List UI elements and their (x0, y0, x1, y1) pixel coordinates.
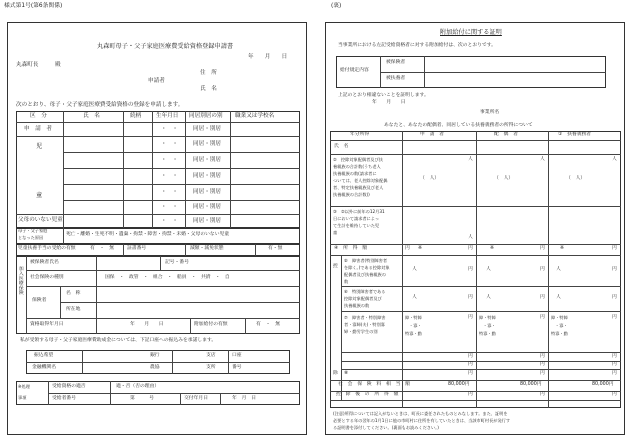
extra-label: 附加給付の有無 (194, 322, 228, 327)
header-occupation: 職業又は学校名 (235, 113, 275, 119)
row5-line4: 数 (344, 279, 349, 284)
col-supporter: ① 扶養義務者 (558, 132, 592, 137)
row4-asterisk-3: ※ (560, 246, 565, 251)
row4-yen-3: 円 (540, 246, 545, 251)
col-year-income: 年分所得 (350, 132, 370, 137)
row7-spouse-line3: 特寡・勤 (479, 331, 496, 336)
row7-supporter-line3: 特寡・勤 (551, 331, 568, 336)
row8-yen-3: 円 (612, 362, 617, 367)
row2-line4: ついては、老人控除対象配偶 (333, 178, 388, 183)
row6-line2: 控除対象配偶者及び (344, 296, 382, 301)
payer-address-label: 所在地 (66, 307, 81, 312)
row3-line1: ③ ②以外に前年の12月31 (333, 209, 385, 214)
header-name: 氏 名 (83, 113, 100, 119)
cohab-option: 同居・別居 (193, 141, 221, 147)
reason-options: 死亡・離婚・生死不明・遺棄・拘禁・障害・拘禁・未婚・父母のいない児童 (66, 232, 230, 237)
reason-label-1: 母子・父子家庭 (18, 228, 48, 233)
col-applicant: 申 請 者 (420, 132, 444, 137)
cohab-option: 同居・別居 (193, 126, 221, 132)
row4-yen-4: 円 (612, 246, 617, 251)
row7-extra-yen-1: 円 (468, 354, 473, 359)
row5-line2: を除く。)である控除対象 (344, 265, 390, 270)
office-name-label: 事業所名 (480, 110, 500, 115)
after-deduction-yen-3: 円 (612, 392, 617, 397)
reduce-label: 減額・減免状態 (190, 246, 224, 251)
deduction-vertical-2: 除 (333, 371, 338, 376)
office-label-1: ※処理 (18, 384, 30, 389)
form-number: 様式第1号(第6条関係) (4, 3, 63, 9)
row7-applicant-line2: ・寡・ (409, 323, 422, 328)
name-label: 氏 名 (200, 86, 217, 92)
row4-income: ④ 所 得 額 (334, 246, 368, 251)
reason-label-2: となった原因 (18, 235, 44, 240)
row6-line3: 扶養親族の数 (344, 303, 370, 308)
row2-supporter-count: 人 (612, 157, 617, 162)
row5-spouse-count: 人 (486, 267, 491, 272)
row7-applicant-line3: 特寡・勤 (405, 331, 422, 336)
symbol-label: 記号・番号 (165, 260, 189, 265)
row5-spouse-yen: 円 (540, 267, 545, 272)
social-insurance-applicant: 80,000円 (448, 382, 470, 387)
deduction-vertical-1: 控 (333, 264, 338, 269)
allowance-label: 児童扶養手当の受給の有無 (18, 246, 76, 251)
bank-row1: 振込希望 (34, 353, 54, 358)
row8b-yen-2: 円 (540, 371, 545, 376)
benefit-rule-label: 給付規定内容 (340, 68, 369, 73)
payer-name-label: 名 称 (66, 291, 81, 296)
cohab-option: 同居・別居 (193, 157, 221, 163)
row5-line1: ⑤ 障害者(特別障害者 (344, 258, 388, 263)
cohab-option: 同居・別居 (193, 204, 221, 210)
office-label-2: 事項 (18, 395, 27, 400)
social-insurance-label: 社 会 保 険 料 相 当 額 (338, 382, 410, 387)
after-deduction-yen-1: 円 (468, 392, 473, 397)
row-child-2: 童 (36, 192, 43, 199)
form-title: 丸森町母子・父子家庭医療費受給資格登録申請書 (97, 43, 234, 50)
row5-supporter-count: 人 (556, 267, 561, 272)
row-child-1: 児 (36, 143, 43, 150)
consent-text: 私が受領する母子・父子家庭医療費助成金については、下記口座への振込みを承諾します。 (20, 338, 217, 343)
family-table (16, 111, 300, 228)
row2-spouse-count: 人 (540, 157, 545, 162)
insured-label: 被保険者氏名 (30, 260, 59, 265)
row7-applicant-yen: 円 (468, 315, 473, 320)
row4-applicant-yen: 円 (405, 246, 410, 251)
header-cohabitation: 同居別居の別 (189, 113, 223, 119)
eligibility-value: 適・否（否の理由） (116, 384, 160, 389)
row2-supporter-elder: （ 人） (566, 176, 586, 181)
row6-line1: ⑥ 特別障害者である (344, 289, 386, 294)
row4-asterisk-1: ※ (418, 246, 423, 251)
nokyo-label: 農協 (150, 365, 160, 370)
row6-supporter-count: 人 (556, 295, 561, 300)
row3-line3: て生計を維持していた児 (333, 223, 380, 228)
row8b-yen-3: 円 (612, 371, 617, 376)
row4-yen-2: 円 (468, 246, 473, 251)
after-deduction-yen-2: 円 (540, 392, 545, 397)
row2-line5: 者、特定扶養親族及び老人 (333, 185, 384, 190)
row-applicant: 申 請 者 (24, 126, 52, 132)
row5-applicant-count: 人 (412, 267, 417, 272)
row7-line3: 婦・勤労学生の別 (344, 329, 378, 334)
allowance-yes-no: 有 ・ 無 (90, 246, 114, 251)
application-date: 年 月 日 (248, 54, 288, 60)
row5-applicant-yen: 円 (468, 267, 473, 272)
back-tag: (裏) (331, 3, 342, 9)
row-guardian: 父母のいない児童 (18, 217, 63, 223)
row-name: 氏 名 (334, 144, 349, 149)
cert-no-label: 証書番号 (127, 246, 147, 251)
row3-line4: 童 (333, 230, 338, 235)
row3-line2: 日において請求者によっ (333, 216, 380, 221)
dob-dots: ・ ・ (161, 189, 178, 195)
header-birthdate: 生年月日 (156, 113, 179, 119)
address-label: 住 所 (200, 70, 217, 76)
extra-yes-no: 有 ・ 無 (256, 322, 280, 327)
row2-applicant-count: 人 (468, 157, 473, 162)
qual-date-label: 資格取得年月日 (30, 322, 64, 327)
row8-yen-2: 円 (540, 362, 545, 367)
row8-yen-1: 円 (468, 362, 473, 367)
recipient-no-label: 受給者番号 (52, 396, 76, 401)
insurance-vertical-label: 加入医療保険 (17, 266, 23, 295)
row8b-yen-1: 円 (468, 371, 473, 376)
dob-dots: ・ ・ (161, 218, 178, 224)
row6-applicant-yen: 円 (468, 295, 473, 300)
row2-line2: 養親族の合計数(うち老人 (333, 164, 381, 169)
after-deduction-label: 控 除 後 の 所 得 額 (336, 392, 399, 397)
note-line-2: 必要とする年の翌年の1月1日に他の市町村に住所を有していたときは、当該市町村長が発行す (333, 418, 511, 423)
row7-spouse-yen: 円 (540, 315, 545, 320)
row7-line2: 者・寡婦(夫)・特別寡 (344, 322, 385, 327)
note-line-1: (注意)所得については記入がないときは、町長に委任されたものとみなします。また、証明を (333, 411, 508, 416)
row5-supporter-yen: 円 (612, 267, 617, 272)
certificate-intro: 当事業所における左記受給資格者に対する附加給付は、次のとおりです。 (338, 43, 496, 48)
row7-supporter-line1: 障・特障 (551, 315, 568, 320)
row2-line3: 扶養親族の数(請求者に (333, 171, 377, 176)
row2-line1: ② 控除対象配偶者及び扶 (333, 157, 383, 162)
row7-supporter-yen: 円 (612, 315, 617, 320)
account-type-label: 口座 (232, 353, 242, 358)
row4-asterisk-2: ※ (490, 246, 495, 251)
bank-label: 銀行 (150, 353, 160, 358)
benefit-insured: 被保険者 (386, 60, 406, 65)
row8-label: ⑧ (344, 371, 349, 376)
reduce-yes-no: 有・無 (268, 246, 283, 251)
certificate-title: 附加給付に関する証明 (440, 29, 502, 36)
benefit-dependent: 被扶養者 (386, 76, 406, 81)
dob-dots: ・ ・ (161, 126, 178, 132)
applicant-label: 申請者 (148, 78, 165, 84)
row2-spouse-elder: （ 人） (494, 176, 514, 181)
ins-type-label: 社会保険の種別 (30, 275, 64, 280)
shiten-label: 支所 (206, 365, 216, 370)
bank-row2: 金融機関名 (32, 365, 56, 370)
note-line-3: る証明書を添付してください。(裏面もお読みください。) (333, 425, 439, 430)
row7-line1: ⑦ 障害者・特別障害 (344, 315, 386, 320)
row2-line6: 扶養親族の合計数)) (333, 192, 370, 197)
dob-dots: ・ ・ (161, 141, 178, 147)
recipient-no-value: 第 号 (130, 396, 154, 401)
row5-line3: 配偶者及び扶養親族の (344, 272, 386, 277)
branch-label: 支店 (206, 353, 216, 358)
income-heading: あなたと、あなたの配偶者、同居している扶養義務者の所得について (384, 123, 533, 128)
row6-spouse-yen: 円 (540, 295, 545, 300)
row7-extra-yen-2: 円 (540, 354, 545, 359)
row6-applicant-count: 人 (412, 295, 417, 300)
col-spouse: 配 偶 者 (494, 132, 518, 137)
certify-date: 年 月 日 (372, 100, 406, 105)
cohab-option: 同居・別居 (193, 189, 221, 195)
row2-applicant-elder: （ 人） (420, 176, 440, 181)
cohab-option: 同居・別居 (193, 173, 221, 179)
ins-types: 国保 ・ 政管 ・ 組合 ・ 船員 ・ 共済 ・ 自 (105, 275, 230, 280)
dob-dots: ・ ・ (161, 157, 178, 163)
row7-applicant-line1: 障・特障 (405, 315, 422, 320)
header-category: 区 分 (30, 113, 47, 119)
row7-extra-yen-3: 円 (612, 354, 617, 359)
eligibility-label: 受給資格の適否 (52, 384, 86, 389)
issue-date-label: 交付年月日 (184, 396, 208, 401)
social-insurance-spouse: 80,000円 (520, 382, 542, 387)
row3-applicant-count: 人 (468, 235, 473, 240)
issue-date-value: 年 月 日 (232, 396, 256, 401)
intro-text: 次のとおり、母子・父子家庭医療費受給資格の登録を申請します。 (16, 102, 184, 108)
certify-text: 上記のとおり相違ないことを証明します。 (338, 93, 429, 98)
row7-spouse-line1: 障・特障 (479, 315, 496, 320)
account-number-label: 番号 (232, 365, 242, 370)
qual-date-value: 年 月 日 (130, 322, 164, 327)
row7-supporter-line2: ・寡・ (555, 323, 568, 328)
row6-spouse-count: 人 (486, 295, 491, 300)
dob-dots: ・ ・ (161, 204, 178, 210)
cohab-option: 同居・別居 (193, 218, 221, 224)
dob-dots: ・ ・ (161, 173, 178, 179)
payer-label: 保険者 (32, 298, 47, 303)
social-insurance-supporter: 80,000円 (592, 382, 614, 387)
addressee: 丸森町長 殿 (16, 62, 61, 68)
header-relation: 続柄 (130, 113, 142, 119)
row6-supporter-yen: 円 (612, 295, 617, 300)
row7-spouse-line2: ・寡・ (483, 323, 496, 328)
